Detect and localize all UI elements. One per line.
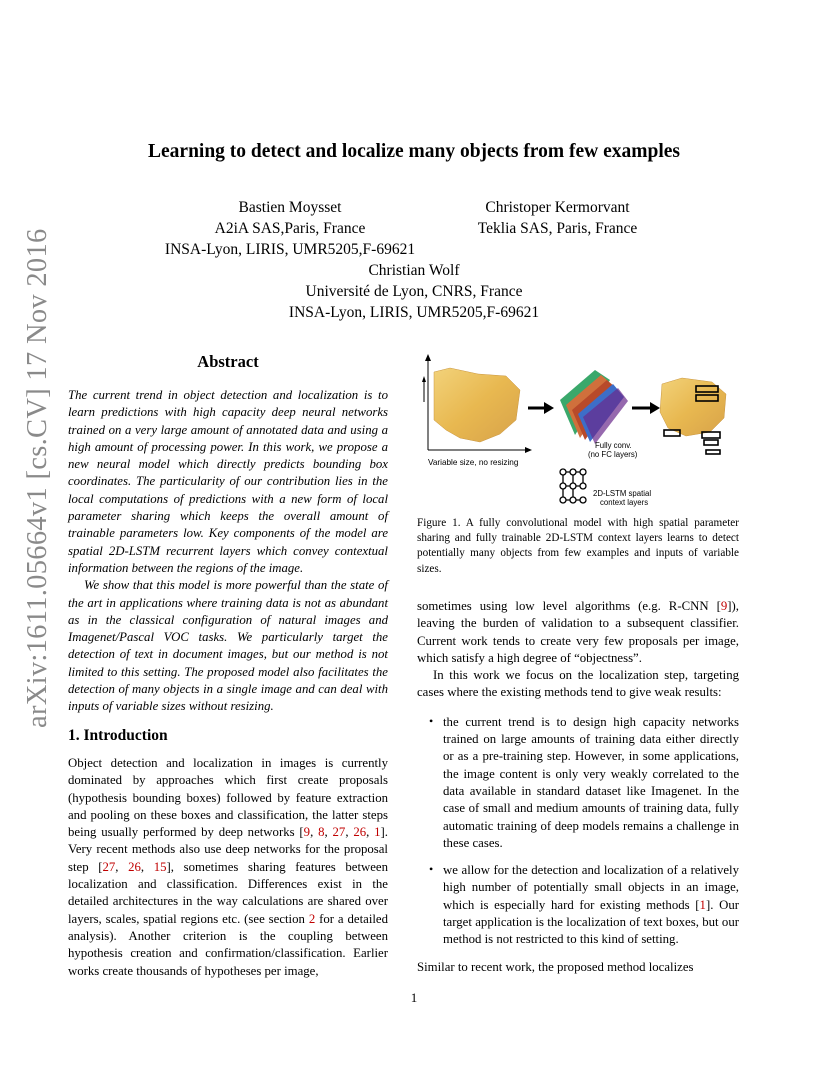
- figure-1-caption-block: [417, 516, 739, 577]
- intro-paragraph: Object detection and localization in images is currently dominated by approaches which first create proposals (hypothesis bounding boxes) followed by feature extraction and pooling on these boxes and classification, the latter steps being usually performed by deep networks [9, 8, 27, 26, 1]. Very recent methods also use deep networks for the proposal step [27, 26, 15], sometimes sharing features between localization and classification. Differences exist in the detailed architectures in the way calculations are shared over layers, scales, spatial regions etc. (see section 2 for a detailed analysis). Another criterion is the coupling between hypothesis creation and confirmation/classification. Earlier works create thousands of hypotheses per image,: [68, 756, 389, 978]
- author-name: Christoper Kermorvant: [485, 199, 630, 216]
- bullet-icon: •: [429, 862, 434, 877]
- figure-label-variable-size: Variable size, no resizing: [428, 458, 519, 467]
- bullet-icon: •: [429, 713, 434, 728]
- conv-layers-stack: [560, 370, 628, 444]
- abstract-heading: Abstract: [197, 352, 259, 371]
- author-affiliation: A2iA SAS,Paris, France: [214, 220, 366, 237]
- citation-link[interactable]: 27: [102, 859, 116, 874]
- figure-label-lstm-2: context layers: [600, 498, 649, 507]
- author-block-3: [264, 260, 564, 323]
- citation-link[interactable]: 9: [720, 599, 728, 613]
- author-name: Christian Wolf: [368, 262, 460, 279]
- citation-link[interactable]: 1: [699, 897, 706, 912]
- list-item: [417, 862, 739, 948]
- author-affiliation: INSA-Lyon, LIRIS, UMR5205,F-69621: [164, 241, 416, 258]
- list-item: [417, 714, 739, 852]
- introduction-body: [68, 755, 388, 980]
- bullet-text: the current trend is to design high capacity networks trained on large amounts of training data either directly or as a pre-training step. However, in some applications, the image content is only very weakly correlated to the data available in standard dataset like Imagenet. In the case of small and medium amounts of training data, fully automatic training of deep models remains a challenge in these cases.: [443, 714, 739, 850]
- arxiv-identifier-stamp: arXiv:1611.05664v1 [cs.CV] 17 Nov 2016: [22, 228, 53, 728]
- right-column-body: [417, 598, 739, 976]
- author-affiliation: INSA-Lyon, LIRIS, UMR5205,F-69621: [288, 304, 540, 321]
- author-affiliation: Teklia SAS, Paris, France: [477, 220, 638, 237]
- abstract-paragraph: The current trend in object detection and localization is to learn predictions with high capacity deep neural networks trained on a very large amount of annotated data and using a high amount of processing power. In this work, we propose a new neural model which directly predicts bounding box coordinates. The particularity of our contribution lies in the local computations of predictions with a new form of local parameter sharing which keeps the overall amount of trainable parameters low. Key components of the model are spatial 2D-LSTM recurrent layers which convey contextual information between the regions of the image.: [68, 388, 388, 575]
- abstract-body: [68, 387, 388, 716]
- paper-title: Learning to detect and localize many objects from few examples: [148, 141, 680, 162]
- figure-label-no-fc: (no FC layers): [588, 450, 638, 459]
- citation-link[interactable]: 9: [303, 825, 311, 840]
- figure-label-fully-conv: Fully conv.: [595, 441, 632, 450]
- body-paragraph: sometimes using low level algorithms (e.g. R-CNN [9]), leaving the burden of validation to a subsequent classifier. Current work tends to create very few proposals per image, which satisfy a high degree of “objectness”.: [417, 599, 739, 665]
- author-block-2: [465, 197, 650, 239]
- citation-link[interactable]: 26: [353, 825, 367, 840]
- author-block-1: [160, 197, 420, 260]
- page-number: 1: [410, 990, 418, 1005]
- input-map-image: [434, 368, 520, 442]
- body-paragraph: In this work we focus on the localization step, targeting cases where the existing methods tend to give weak results:: [417, 668, 739, 700]
- section-heading-introduction: 1. Introduction: [68, 727, 168, 744]
- citation-link[interactable]: 26: [128, 859, 141, 874]
- citation-link[interactable]: 15: [153, 859, 167, 874]
- citation-link[interactable]: 1: [374, 825, 381, 840]
- bullet-text: we allow for the detection and localization of a relatively high number of potentially small objects in an image, which is especially hard for existing methods [1]. Our target application is the localization of text boxes, but our method is not restricted to this kind of setting.: [443, 863, 739, 947]
- arrow-icon: [632, 402, 660, 414]
- figure-caption: Figure 1. A fully convolutional model with high spatial parameter sharing and fully trainable 2D-LSTM context layers learns to detect potentially many objects from few examples and inputs of variable sizes.: [417, 517, 739, 575]
- bullet-list: [417, 714, 739, 949]
- lstm-cells-icon: [560, 469, 586, 503]
- citation-link[interactable]: 8: [318, 825, 325, 840]
- arrow-icon: [528, 402, 554, 414]
- section-link[interactable]: 2: [308, 911, 316, 926]
- abstract-paragraph: We show that this model is more powerful than the state of the art in applications where training data is not as abundant as in the classical configuration of natural images and Imagenet/Pascal VOC tasks. We particularly target the detection of text in document images, but our method is not limited to this setting. The proposed model also facilitates the detection of many objects in a single image and can deal with inputs of variable sizes without resizing.: [68, 578, 388, 714]
- citation-link[interactable]: 27: [332, 825, 346, 840]
- figure-label-lstm-1: 2D-LSTM spatial: [593, 489, 652, 498]
- body-paragraph: Similar to recent work, the proposed method localizes: [417, 959, 694, 974]
- author-affiliation: Université de Lyon, CNRS, France: [305, 283, 523, 300]
- figure-1-diagram: [420, 350, 740, 510]
- author-name: Bastien Moysset: [238, 199, 342, 216]
